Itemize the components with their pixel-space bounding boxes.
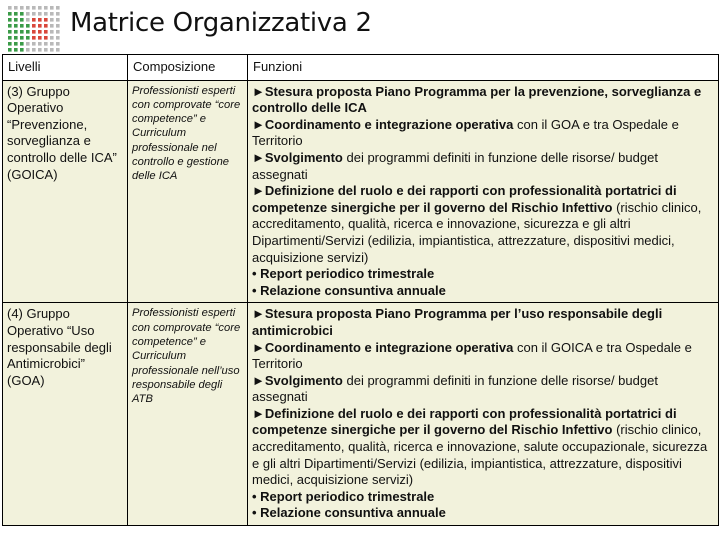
column-header-composizione: Composizione — [128, 55, 248, 81]
logo-dot — [56, 42, 60, 46]
logo-dot — [38, 42, 42, 46]
logo-dot — [26, 12, 30, 16]
logo-dot — [38, 30, 42, 34]
logo-dot — [32, 6, 36, 10]
logo-dot — [38, 12, 42, 16]
logo-dot — [20, 6, 24, 10]
logo-dot — [20, 48, 24, 52]
logo-dot — [14, 24, 18, 28]
logo-dot — [8, 24, 12, 28]
logo-dot — [26, 18, 30, 22]
logo-dot — [8, 12, 12, 16]
table-header-row — [3, 55, 719, 81]
logo-dot — [44, 12, 48, 16]
composition-cell: Professionisti esperti con comprovate “core competence” e Curriculum professionale nell’uso responsabile degli ATB — [128, 303, 248, 526]
logo-dot — [26, 24, 30, 28]
logo-dot — [26, 30, 30, 34]
logo-dot — [38, 18, 42, 22]
logo-dot — [20, 18, 24, 22]
organizational-matrix-table — [2, 54, 719, 526]
logo-dot — [44, 36, 48, 40]
logo-dot — [44, 48, 48, 52]
function-item: • Relazione consuntiva annuale — [252, 282, 446, 298]
logo-dot — [56, 36, 60, 40]
logo-dot — [50, 42, 54, 46]
functions-cell — [248, 80, 719, 303]
logo-dot — [56, 30, 60, 34]
logo-dot — [44, 18, 48, 22]
logo-dot — [20, 30, 24, 34]
logo-dot — [56, 12, 60, 16]
logo-dot — [14, 18, 18, 22]
function-item: ►Coordinamento e integrazione operativa con il GOA e tra Ospedale e Territorio — [252, 116, 679, 149]
logo-dot — [14, 6, 18, 10]
logo-dot — [50, 48, 54, 52]
logo-dot — [32, 30, 36, 34]
logo-dot — [32, 18, 36, 22]
table-row — [3, 303, 719, 526]
function-item: ►Coordinamento e integrazione operativa con il GOICA e tra Ospedale e Territorio — [252, 339, 692, 372]
logo-dot — [50, 24, 54, 28]
logo-dot — [20, 24, 24, 28]
logo-dot — [50, 30, 54, 34]
logo-dot — [8, 30, 12, 34]
logo-dot — [14, 36, 18, 40]
logo-dot — [50, 6, 54, 10]
logo-dot — [38, 6, 42, 10]
function-item: ►Stesura proposta Piano Programma per l’uso responsabile degli antimicrobici — [252, 306, 663, 338]
level-cell: (4) Gruppo Operativo “Uso responsabile degli Antimicrobici” (GOA) — [3, 303, 128, 526]
logo-dot — [26, 48, 30, 52]
logo-dot — [44, 30, 48, 34]
function-item: ►Svolgimento dei programmi definiti in funzione delle risorse/ budget assegnati — [252, 372, 658, 405]
logo-dot — [8, 6, 12, 10]
logo-dot — [8, 48, 12, 52]
logo-dot — [56, 48, 60, 52]
logo-dot — [8, 18, 12, 22]
logo-dot — [32, 36, 36, 40]
logo-dot — [26, 36, 30, 40]
function-item: • Report periodico trimestrale — [252, 488, 435, 504]
logo-dot — [50, 36, 54, 40]
logo-dot — [38, 36, 42, 40]
function-item: ►Definizione del ruolo e dei rapporti con professionalità portatrici di competenze sinergiche per il governo del Rischio Infettivo (rischio clinico, accreditamento, qualità, ricerca e innovazione, salute occupazionale, sicurezza e gli altri Dipartimenti/Servizi (edilizia, impiantistica, attrezzature, dispositivi medici, acquisizione servizi) — [252, 405, 708, 488]
function-item: ►Stesura proposta Piano Programma per la prevenzione, sorveglianza e controllo delle ICA — [252, 83, 702, 116]
function-item: ►Svolgimento dei programmi definiti in funzione delle risorse/ budget assegnati — [252, 149, 658, 182]
logo-dot — [32, 24, 36, 28]
dot-grid-logo-icon — [6, 4, 62, 52]
logo-dot — [56, 6, 60, 10]
functions-cell — [248, 303, 719, 526]
logo-dot — [44, 6, 48, 10]
column-header-livelli: Livelli — [3, 55, 128, 81]
function-item: • Relazione consuntiva annuale — [252, 505, 446, 521]
logo-dot — [56, 18, 60, 22]
function-item: • Report periodico trimestrale — [252, 266, 435, 282]
logo-dot — [20, 12, 24, 16]
logo-dot — [56, 24, 60, 28]
page-title: Matrice Organizzativa 2 — [70, 8, 372, 38]
logo-dot — [26, 6, 30, 10]
logo-dot — [20, 42, 24, 46]
logo-dot — [50, 12, 54, 16]
logo-dot — [38, 48, 42, 52]
logo-dot — [32, 48, 36, 52]
logo-dot — [8, 36, 12, 40]
composition-cell: Professionisti esperti con comprovate “core competence” e Curriculum professionale nel controllo e gestione delle ICA — [128, 80, 248, 303]
logo-dot — [20, 36, 24, 40]
table-row — [3, 80, 719, 303]
function-item: ►Definizione del ruolo e dei rapporti con professionalità portatrici di competenze sinergiche per il governo del Rischio Infettivo (rischio clinico, accreditamento, qualità, ricerca e innovazione, sicurezza e gli altri Dipartimenti/Servizi (edilizia, impiantistica, attrezzature, dispositivi medici, acquisizione servizi) — [252, 183, 702, 265]
column-header-funzioni: Funzioni — [248, 55, 719, 81]
logo-dot — [44, 42, 48, 46]
logo-dot — [32, 12, 36, 16]
logo-dot — [38, 24, 42, 28]
logo-dot — [32, 42, 36, 46]
logo-dot — [44, 24, 48, 28]
logo-dot — [14, 42, 18, 46]
logo-dot — [8, 42, 12, 46]
logo-dot — [14, 48, 18, 52]
logo-dot — [14, 12, 18, 16]
logo-dot — [50, 18, 54, 22]
logo-dot — [14, 30, 18, 34]
level-cell: (3) Gruppo Operativo “Prevenzione, sorveglianza e controllo delle ICA” (GOICA) — [3, 80, 128, 303]
logo-dot — [26, 42, 30, 46]
